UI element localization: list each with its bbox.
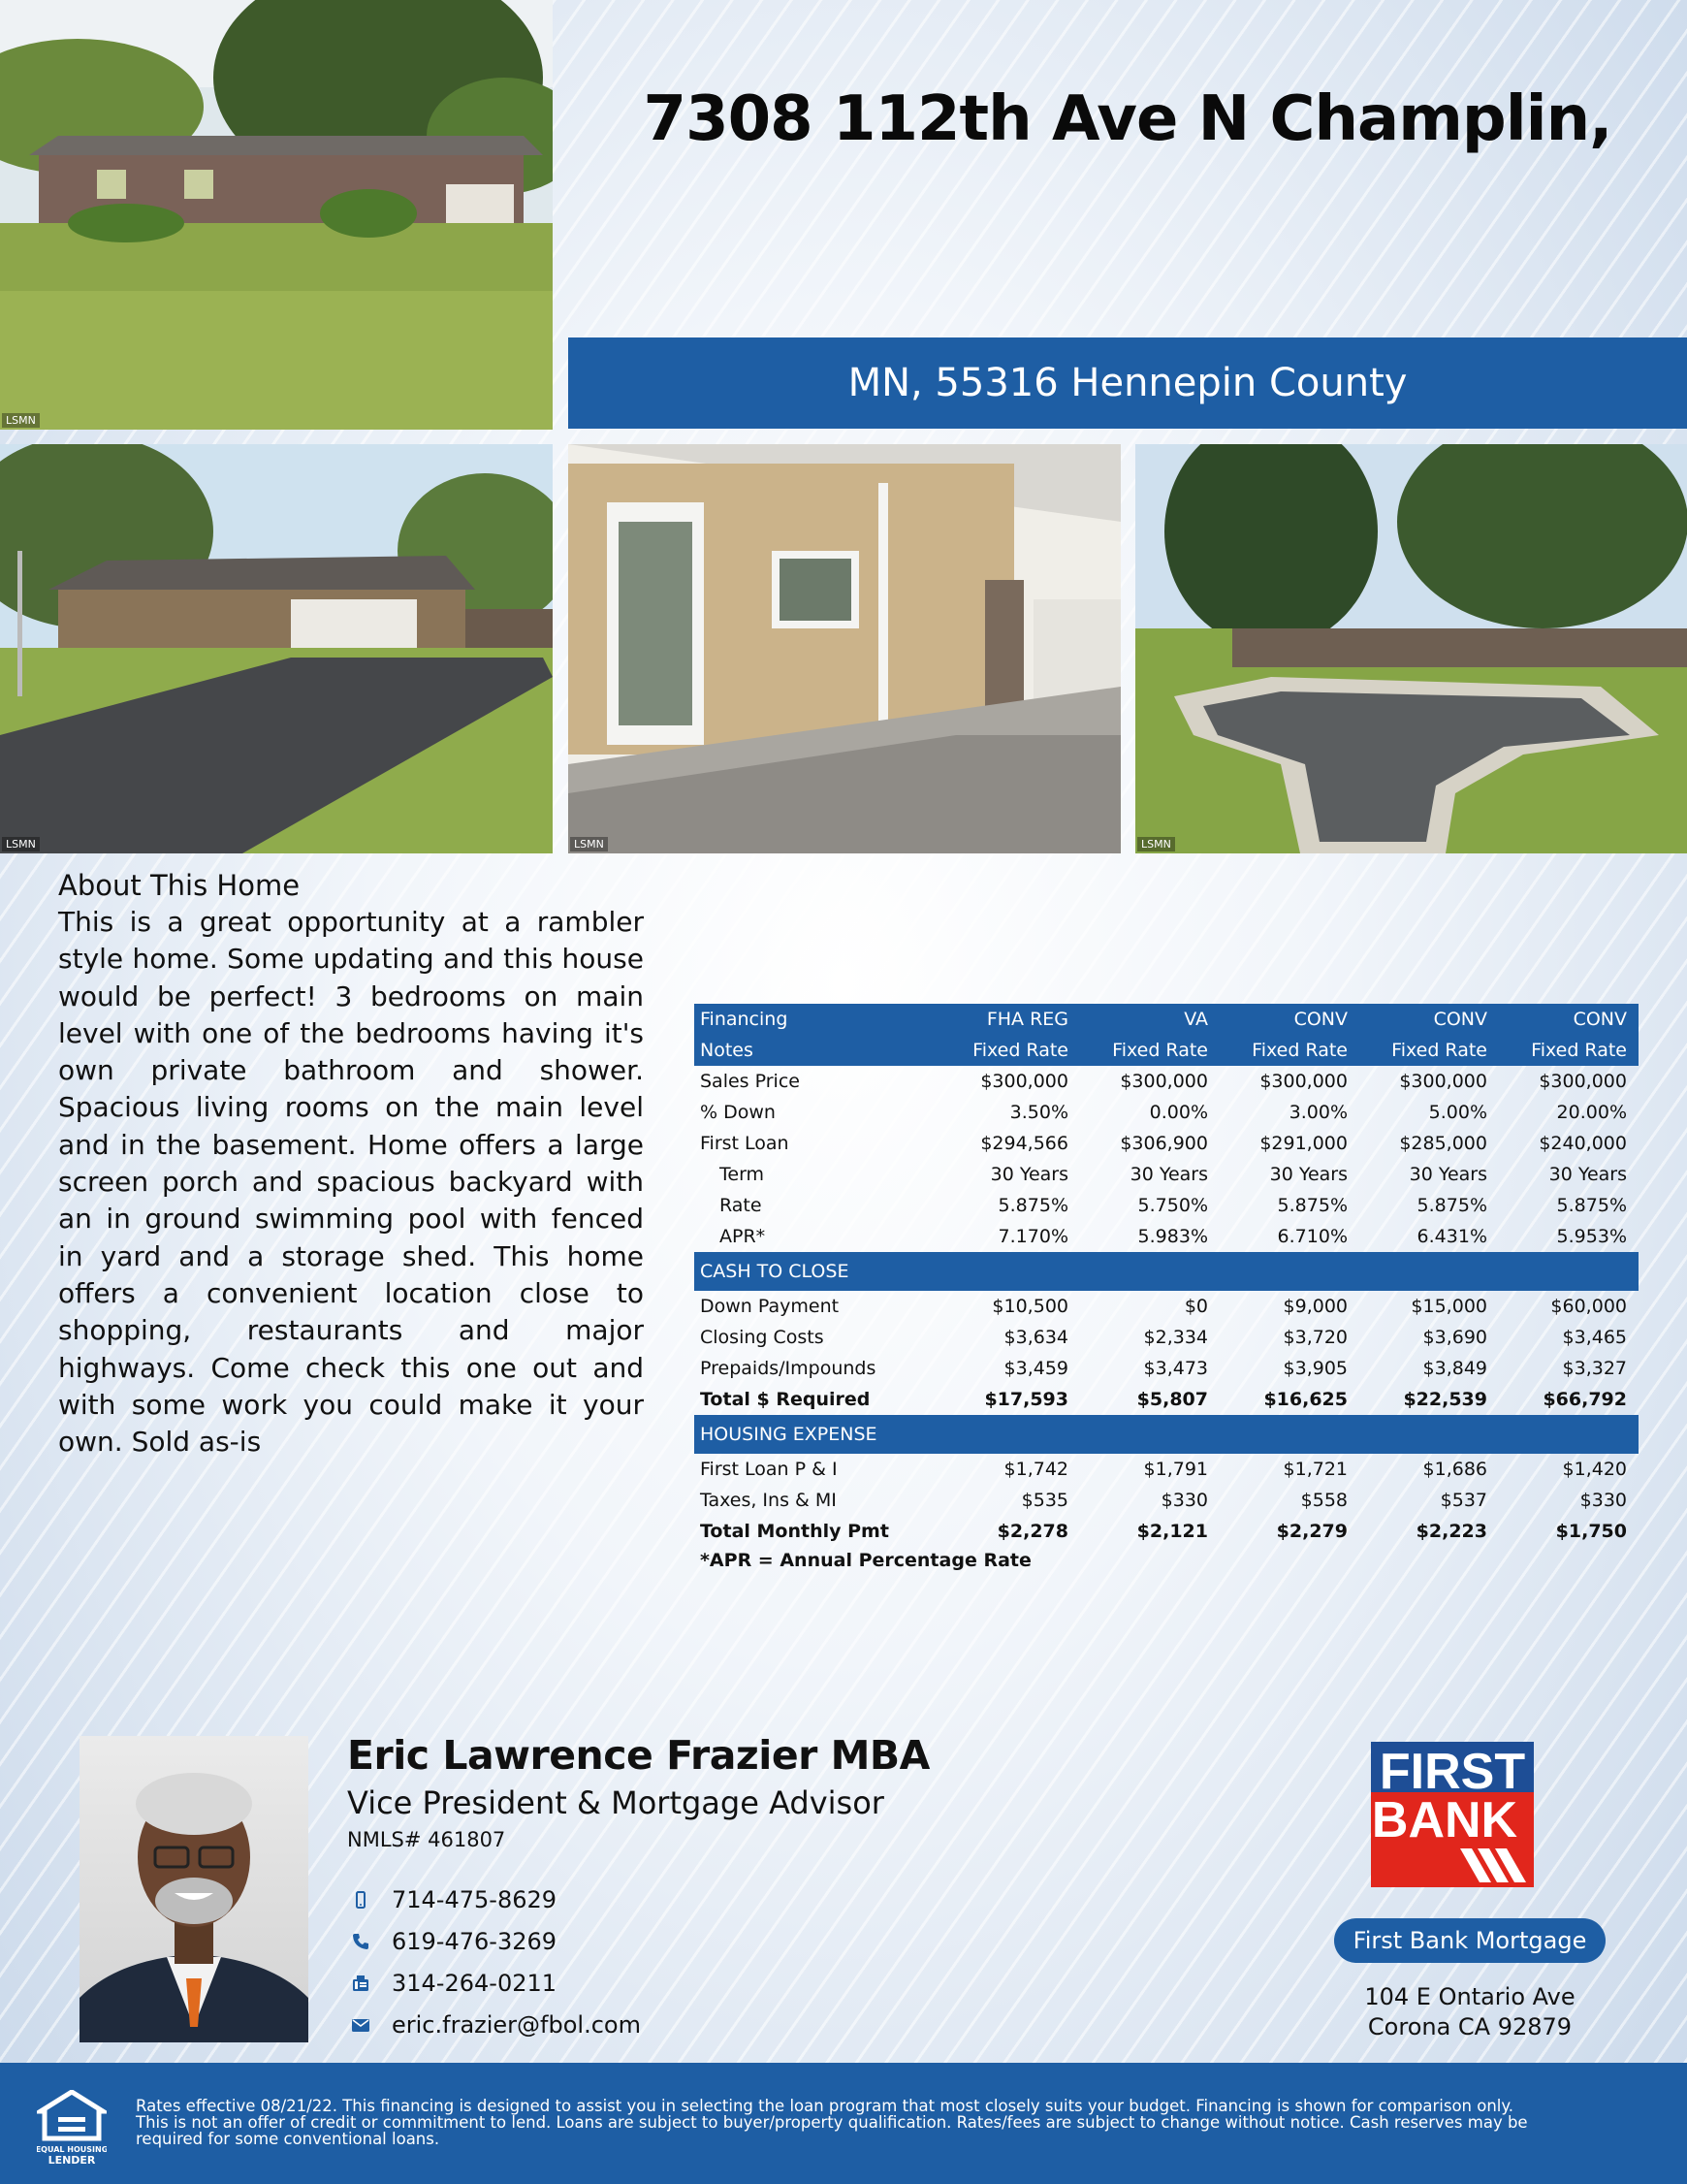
- disclaimer-text: Rates effective 08/21/22. This financing is designed to assist you in selecting the loan program that most closely suits your budget. Financing is shown for comparison only. This is not an offer of credit or commitment to lend. Loans are subject to buyer/property qualification. Rates/fees are subject to change without notice. Cash reserves may be required for some conventional loans.: [136, 2097, 1528, 2148]
- about-body: This is a great opportunity at a rambler style home. Some updating and this house would be perfect! 3 bedrooms on main level with one of the bedrooms having it's own private bathroom and shower. Spacious living rooms on the main level and in the basement. Home offers a large screen porch and spacious backyard with an in ground swimming pool with fenced in yard and a storage shed. This home offers a convenient location close to shopping, restaurants and major highways. Come check this one out and with some work you could make it your own. Sold as-is: [58, 906, 644, 1459]
- table-row: [694, 1066, 1639, 1097]
- table-cell: $5,807: [1136, 1389, 1208, 1410]
- table-header-row: [694, 1004, 1639, 1035]
- table-cell: 5.00%: [1428, 1102, 1487, 1123]
- agent-name: Eric Lawrence Frazier MBA: [347, 1732, 930, 1779]
- envelope-icon: [347, 2013, 374, 2037]
- header-cell: Fixed Rate: [1499, 1035, 1639, 1066]
- table-cell: $1,791: [1143, 1459, 1208, 1480]
- table-cell: $3,459: [1003, 1358, 1068, 1379]
- table-row: [694, 1128, 1639, 1159]
- table-cell: $2,223: [1416, 1521, 1487, 1542]
- table-cell: 5.875%: [998, 1195, 1068, 1216]
- table-cell: $330: [1579, 1490, 1627, 1511]
- table-cell: $1,721: [1283, 1459, 1348, 1480]
- row-label: Prepaids/Impounds: [700, 1358, 876, 1379]
- house-front-photo: [0, 0, 553, 430]
- table-cell: 20.00%: [1556, 1102, 1627, 1123]
- table-cell: $2,279: [1276, 1521, 1348, 1542]
- row-label: Rate: [719, 1195, 762, 1216]
- table-cell: $306,900: [1120, 1133, 1208, 1154]
- row-label: % Down: [700, 1102, 776, 1123]
- table-cell: $2,278: [997, 1521, 1068, 1542]
- row-label: Total $ Required: [700, 1389, 871, 1410]
- table-cell: 30 Years: [1409, 1164, 1487, 1185]
- table-row: [694, 1190, 1639, 1221]
- header-cell: CONV: [1499, 1004, 1639, 1035]
- table-cell: $294,566: [980, 1133, 1068, 1154]
- table-cell: $1,686: [1422, 1459, 1487, 1480]
- table-cell: 0.00%: [1149, 1102, 1208, 1123]
- logo-text-bank: BANK: [1371, 1792, 1518, 1848]
- header-cell: CONV: [1220, 1004, 1359, 1035]
- row-label: Total Monthly Pmt: [700, 1521, 889, 1542]
- table-cell: $60,000: [1550, 1296, 1627, 1317]
- table-cell: $15,000: [1411, 1296, 1487, 1317]
- table-cell: 5.875%: [1416, 1195, 1487, 1216]
- table-cell: 5.983%: [1137, 1226, 1208, 1247]
- contact-phone[interactable]: [347, 1928, 557, 1955]
- table-cell: $300,000: [1120, 1071, 1208, 1092]
- table-cell: $3,465: [1562, 1327, 1627, 1348]
- table-cell: $0: [1184, 1296, 1208, 1317]
- section-title: CASH TO CLOSE: [694, 1252, 1639, 1291]
- table-cell: $3,690: [1422, 1327, 1487, 1348]
- mls-tag: LSMN: [2, 837, 40, 851]
- table-cell: $535: [1021, 1490, 1068, 1511]
- header-cell: Fixed Rate: [1220, 1035, 1359, 1066]
- row-label: First Loan P & I: [700, 1459, 838, 1480]
- contact-value: eric.frazier@fbol.com: [392, 2011, 641, 2039]
- table-row: [694, 1159, 1639, 1190]
- bank-address-line-1: 104 E Ontario Ave: [1364, 1983, 1576, 2010]
- bank-address: [1324, 1982, 1615, 2042]
- header-cell: Notes: [694, 1035, 940, 1066]
- table-cell: $66,792: [1543, 1389, 1627, 1410]
- table-row: [694, 1221, 1639, 1252]
- mls-tag: LSMN: [1137, 837, 1175, 851]
- logo-text-first: FIRST: [1379, 1744, 1526, 1800]
- header-cell: VA: [1080, 1004, 1220, 1035]
- table-row: [694, 1322, 1639, 1353]
- row-label: Down Payment: [700, 1296, 840, 1317]
- header-cell: Fixed Rate: [1080, 1035, 1220, 1066]
- table-cell: $10,500: [992, 1296, 1068, 1317]
- table-cell: $330: [1161, 1490, 1208, 1511]
- table-cell: $537: [1440, 1490, 1487, 1511]
- table-cell: 30 Years: [1130, 1164, 1208, 1185]
- table-cell: 5.750%: [1137, 1195, 1208, 1216]
- porch-photo: [568, 444, 1121, 853]
- title-area: [568, 0, 1687, 335]
- apr-note: *APR = Annual Percentage Rate: [700, 1550, 1032, 1571]
- section-header-cash: [694, 1252, 1639, 1291]
- mobile-phone-icon: [347, 1888, 374, 1911]
- section-title: HOUSING EXPENSE: [694, 1415, 1639, 1454]
- header-cell: Financing: [694, 1004, 940, 1035]
- table-row-total: [694, 1516, 1639, 1547]
- about-section: [58, 869, 644, 1461]
- table-cell: $3,720: [1283, 1327, 1348, 1348]
- table-row: [694, 1454, 1639, 1485]
- table-cell: 5.875%: [1277, 1195, 1348, 1216]
- section-header-housing: [694, 1415, 1639, 1454]
- table-cell: $3,327: [1562, 1358, 1627, 1379]
- table-cell: 30 Years: [1269, 1164, 1348, 1185]
- contact-mobile[interactable]: [347, 1886, 557, 1913]
- address-bar: [568, 337, 1687, 429]
- agent-photo: [80, 1736, 308, 2042]
- contact-fax[interactable]: [347, 1970, 557, 1997]
- table-cell: 7.170%: [998, 1226, 1068, 1247]
- equal-housing-lender-logo: [37, 2090, 107, 2166]
- footer: [0, 2063, 1687, 2184]
- table-cell: $1,420: [1562, 1459, 1627, 1480]
- agent-title: Vice President & Mortgage Advisor: [347, 1784, 884, 1821]
- table-cell: $300,000: [980, 1071, 1068, 1092]
- table-cell: $2,334: [1143, 1327, 1208, 1348]
- row-label: Sales Price: [700, 1071, 800, 1092]
- table-cell: $3,473: [1143, 1358, 1208, 1379]
- table-row: [694, 1291, 1639, 1322]
- table-cell: $2,121: [1136, 1521, 1208, 1542]
- table-cell: 30 Years: [990, 1164, 1068, 1185]
- house-driveway-photo: [0, 444, 553, 853]
- table-cell: $300,000: [1399, 1071, 1487, 1092]
- pool-photo: [1135, 444, 1687, 853]
- header-cell: Fixed Rate: [1359, 1035, 1499, 1066]
- mls-tag: LSMN: [2, 413, 40, 428]
- financing-table: [694, 1004, 1639, 1547]
- table-cell: 6.431%: [1416, 1226, 1487, 1247]
- contact-value: 714-475-8629: [392, 1886, 557, 1913]
- address-line-1: 7308 112th Ave N Champlin,: [643, 83, 1612, 155]
- first-bank-logo: [1371, 1742, 1534, 1887]
- table-cell: $300,000: [1259, 1071, 1348, 1092]
- table-row-total: [694, 1384, 1639, 1415]
- agent-nmls: NMLS# 461807: [347, 1828, 506, 1851]
- phone-icon: [347, 1930, 374, 1953]
- row-label: Closing Costs: [700, 1327, 824, 1348]
- table-cell: $9,000: [1283, 1296, 1348, 1317]
- row-label: Term: [719, 1164, 765, 1185]
- address-line-2: MN, 55316 Hennepin County: [847, 361, 1408, 405]
- table-cell: 6.710%: [1277, 1226, 1348, 1247]
- ehl-text-2: LENDER: [48, 2154, 96, 2166]
- table-cell: $3,849: [1422, 1358, 1487, 1379]
- table-cell: 5.875%: [1556, 1195, 1627, 1216]
- table-cell: 5.953%: [1556, 1226, 1627, 1247]
- table-cell: $240,000: [1539, 1133, 1627, 1154]
- header-cell: FHA REG: [940, 1004, 1080, 1035]
- bank-address-line-2: Corona CA 92879: [1367, 2013, 1573, 2040]
- table-row: [694, 1097, 1639, 1128]
- table-cell: $17,593: [984, 1389, 1068, 1410]
- row-label: First Loan: [700, 1133, 789, 1154]
- about-heading: About This Home: [58, 869, 301, 902]
- table-cell: $285,000: [1399, 1133, 1487, 1154]
- table-row: [694, 1485, 1639, 1516]
- table-cell: $300,000: [1539, 1071, 1627, 1092]
- fax-icon: [347, 1972, 374, 1995]
- table-cell: $1,750: [1555, 1521, 1627, 1542]
- mls-tag: LSMN: [570, 837, 608, 851]
- table-cell: $16,625: [1263, 1389, 1348, 1410]
- table-cell: $1,742: [1003, 1459, 1068, 1480]
- row-label: APR*: [719, 1226, 766, 1247]
- table-cell: $3,634: [1003, 1327, 1068, 1348]
- ehl-text-1: EQUAL HOUSING: [37, 2145, 107, 2154]
- table-row: [694, 1353, 1639, 1384]
- table-header-row: [694, 1035, 1639, 1066]
- bank-name-badge: First Bank Mortgage: [1334, 1918, 1606, 1963]
- header-cell: Fixed Rate: [940, 1035, 1080, 1066]
- table-cell: $558: [1300, 1490, 1348, 1511]
- table-cell: $291,000: [1259, 1133, 1348, 1154]
- header-cell: CONV: [1359, 1004, 1499, 1035]
- table-cell: 3.50%: [1009, 1102, 1068, 1123]
- contact-value: 314-264-0211: [392, 1970, 557, 1997]
- row-label: Taxes, Ins & MI: [700, 1490, 837, 1511]
- table-cell: 30 Years: [1548, 1164, 1627, 1185]
- table-cell: $3,905: [1283, 1358, 1348, 1379]
- table-cell: 3.00%: [1289, 1102, 1348, 1123]
- contact-value: 619-476-3269: [392, 1928, 557, 1955]
- table-cell: $22,539: [1403, 1389, 1487, 1410]
- contact-email[interactable]: [347, 2011, 641, 2039]
